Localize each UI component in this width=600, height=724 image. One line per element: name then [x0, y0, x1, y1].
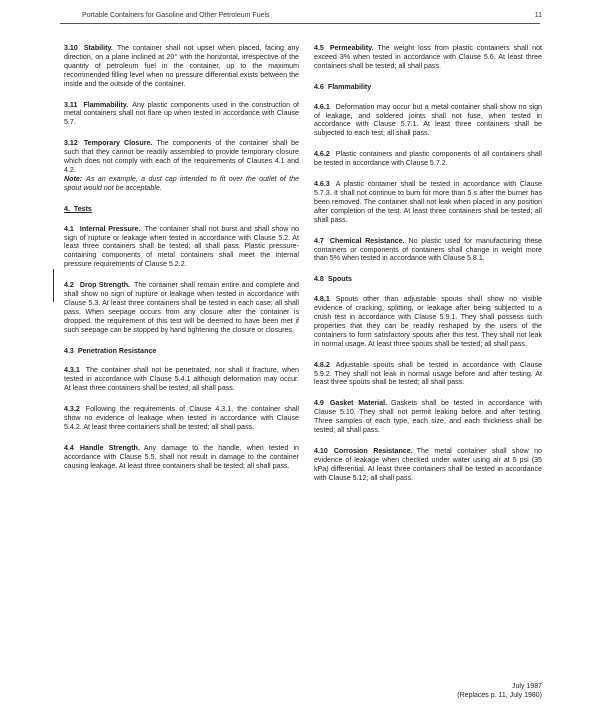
- page-number: 11: [534, 12, 542, 19]
- footer-date: July 1987: [512, 683, 542, 690]
- clause-4-2: 4.2 Drop Strength. The container shall remain entire and complete and shall show no sign of rupture or leakage when tested in accordance with Clause 5.3. At least three containers shall be tested in each case; all shall pass. When seepage occurs from any closure after the container is dropped, the requirement of this test will be deemed to have been met if such seepage can be stopped by hand tightening the closure or closures.: [64, 281, 299, 334]
- header-rule: [60, 23, 540, 24]
- section-4-8-heading: 4.8 Spouts: [314, 275, 352, 284]
- clause-4-7: 4.7 Chemical Resistance. No plastic used for manufacturing these containers or components of containers shall change in weight more than 5% when tested in accordance with Clause 5.8.1.: [314, 236, 542, 263]
- clause-4-6-2: 4.6.2 Plastic containers and plastic components of all containers shall be tested in accordance with Clause 5.7.2.: [314, 150, 542, 168]
- clause-4-3-1: 4.3.1 The container shall not be penetrated, nor shall it fracture, when tested in accordance with Clause 5.4.1 although deformation may occur. At least three containers shall be tested; all shall pass.: [64, 366, 299, 393]
- section-4-6-heading: 4.6 Flammability: [314, 82, 372, 91]
- clause-4-4: 4.4 Handle Strength. Any damage to the handle, when tested in accordance with Clause 5.5, shall not result in damage to the container causing leakage. At least three containers shall be tested; all shall pass.: [64, 443, 299, 470]
- running-title: Portable Containers for Gasoline and Other Petroleum Fuels: [82, 12, 270, 19]
- left-column: [64, 44, 299, 483]
- clause-4-6-3: 4.6.3 A plastic container shall be tested in accordance with Clause 5.7.3. It shall not continue to burn for more than 5 s after the burner has been removed. The container shall not leak when placed in any position after completion of the test. At least three containers shall be tested; all shall pass.: [314, 180, 542, 224]
- clause-4-9: 4.9 Gasket Material. Gaskets shall be tested in accordance with Clause 5.10. They shall not permit leaking before and after testing. Three samples of each type, each size, and each thickness shall be tested; all shall pass.: [314, 399, 542, 435]
- clause-3-11: 3.11 Flammability. Any plastic components used in the construction of metal containers shall not flare up when tested in accordance with Clause 5.7.: [64, 100, 299, 127]
- page-footer: [440, 682, 542, 700]
- clause-3-12-note: Note: As an example, a dust cap intended to fit over the outlet of the spout would not be acceptable.: [64, 174, 299, 192]
- clause-3-10: 3.10 Stability. The container shall not upset when placed, facing any direction, on a plane inclined at 20° with the horizontal, irrespective of the quantity of petroleum fuel in the container, up to the maximum recommended filling level when no pressure differential exists between the inside and the outside of the container.: [64, 44, 299, 88]
- clause-4-5: 4.5 Permeability. The weight loss from plastic containers shall not exceed 3% when tested in accordance with Clause 5.6. At least three containers shall be tested; all shall pass.: [314, 44, 542, 70]
- clause-3-12: 3.12 Temporary Closure. The components of the container shall be such that they cannot be readily assembled to provide temporary closure which does not comply with each of the requirements of Clauses 4.1 and 4.2. Note: As an example, a dust cap intended to fit over the outlet of the spout would not be acceptable.: [64, 139, 299, 192]
- clause-4-10: 4.10 Corrosion Resistance. The metal container shall show no evidence of leakage when checked under water using air at 5 psi (35 kPa) differential. At least three containers shall be tested in accordance with Clause 5.12; all shall pass.: [314, 447, 542, 482]
- clause-4-1: 4.1 Internal Pressure. The container shall not burst and shall show no sign of rupture or leakage when tested in accordance with Clause 5.2. At least three containers shall be tested; all shall pass. Plastic pressure-containing components of metal containers shall meet the internal pressure requirements of Clause 5.2.2.: [64, 224, 299, 269]
- clause-4-3-2: 4.3.2 Following the requirements of Clause 4.3.1, the container shall show no evidence of leakage when tested in accordance with Clause 5.4.2. At least three containers shall be tested; all shall pass.: [64, 405, 299, 431]
- clause-4-6-1: 4.6.1 Deformation may occur but a metal container shall show no sign of leakage, and soldered joints shall not fuse, when tested in accordance with Clause 5.7.1. At least three containers shall be subjected to each test; all shall pass.: [314, 102, 542, 138]
- footer-replaces: (Replaces p. 11, July 1980): [457, 692, 542, 699]
- revision-bar: [53, 269, 54, 302]
- right-column: [314, 44, 542, 495]
- section-4-tests: 4. Tests: [64, 204, 92, 213]
- clause-4-8-2: 4.8.2 Adjustable spouts shall be tested in accordance with Clause 5.9.2. They shall not leak in normal usage before and after testing. At least three spouts shall be tested; all shall pass.: [314, 360, 542, 387]
- clause-4-8-1: 4.8.1 Spouts other than adjustable spouts shall show no visible evidence of cracking, splitting, or leakage after being subjected to a crush test in accordance with Clause 5.9.1. They shall possess such properties that they can be readily reshaped by the users of the containers to form satisfactory spouts after this test. They shall not leak in normal usage. At least three spouts shall be tested; all shall pass.: [314, 295, 542, 348]
- section-4-3-heading: 4.3 Penetration Resistance: [64, 346, 157, 355]
